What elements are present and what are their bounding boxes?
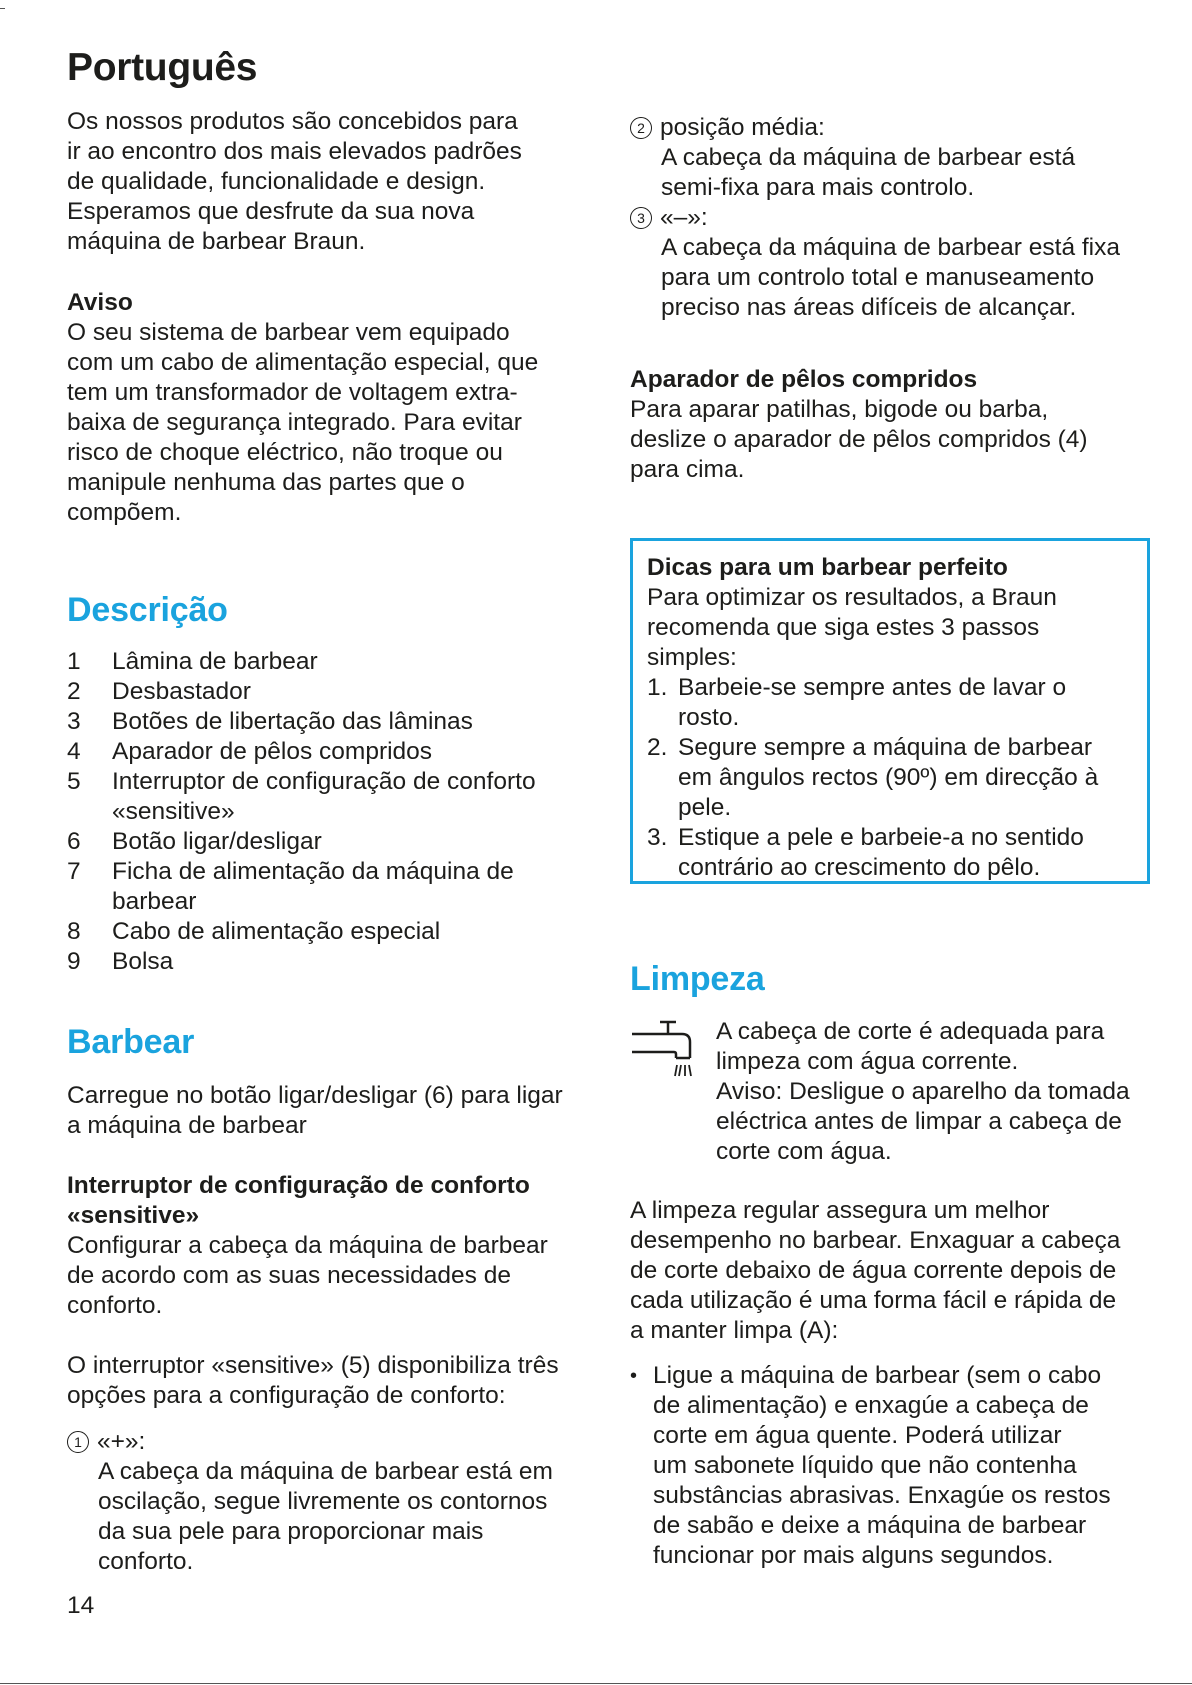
cleaning-heading: Limpeza — [630, 960, 765, 998]
item-text: Lâmina de barbear — [112, 648, 318, 675]
intro-line: máquina de barbear Braun. — [67, 228, 366, 255]
tips-intro-line: recomenda que siga estes 3 passos — [647, 614, 1040, 641]
crop-mark-left — [0, 8, 5, 9]
bullet-item-continued — [630, 1481, 1150, 1511]
cleaning-bullet — [630, 1361, 1150, 1571]
bullet-item-continued — [630, 1451, 1150, 1481]
list-item — [67, 647, 587, 677]
cleaning-icon-text — [716, 1017, 1156, 1167]
list-item — [67, 737, 587, 767]
list-item — [67, 707, 587, 737]
warning-line: compõem. — [67, 499, 182, 526]
option-middle — [630, 113, 1150, 203]
warning-line: manipule nenhuma das partes que o — [67, 469, 465, 496]
option-line: A cabeça da máquina de barbear está em — [98, 1458, 553, 1485]
circled-number: 3 — [630, 207, 652, 229]
bullet-icon: • — [630, 1365, 638, 1387]
page-title: Português — [67, 46, 258, 89]
tips-item — [647, 733, 1133, 763]
warning-line: baixa de segurança integrado. Para evitar — [67, 409, 522, 436]
bullet-text: funcionar por mais alguns segundos. — [653, 1542, 1054, 1569]
tips-number: 3. — [647, 824, 668, 851]
item-number: 6 — [67, 828, 81, 855]
option-label: posição média: — [660, 114, 825, 141]
tips-box — [630, 538, 1150, 884]
warning-block — [67, 288, 587, 528]
tips-text: Estique a pele e barbeie-a no sentido — [678, 824, 1084, 851]
warning-line: com um cabo de alimentação especial, que — [67, 349, 539, 376]
item-number: 2 — [67, 678, 81, 705]
cleaning-regular-line: de corte debaixo de água corrente depois de — [630, 1257, 1117, 1284]
item-text: Aparador de pêlos compridos — [112, 738, 433, 765]
bullet-text: Ligue a máquina de barbear (sem o cabo — [653, 1362, 1102, 1389]
option-line: conforto. — [98, 1548, 194, 1575]
cleaning-icon-line: corte com água. — [716, 1138, 892, 1165]
intro-line: Esperamos que desfrute da sua nova — [67, 198, 475, 225]
list-item-continued — [67, 887, 587, 917]
tips-item — [647, 823, 1133, 853]
intro-line: ir ao encontro dos mais elevados padrões — [67, 138, 522, 165]
item-text: Bolsa — [112, 948, 174, 975]
bullet-item — [630, 1361, 1150, 1391]
item-text: Ficha de alimentação da máquina de — [112, 858, 514, 885]
bullet-text: de sabão e deixe a máquina de barbear — [653, 1512, 1087, 1539]
item-number: 1 — [67, 648, 81, 675]
trimmer-line: deslize o aparador de pêlos compridos (4) — [630, 426, 1088, 453]
item-text: Cabo de alimentação especial — [112, 918, 441, 945]
options-intro — [67, 1351, 587, 1411]
switch-text: de acordo com as suas necessidades de — [67, 1262, 511, 1289]
trimmer-block — [630, 365, 1150, 485]
option-line: para um controlo total e manuseamento — [661, 264, 1095, 291]
option-line: oscilação, segue livremente os contornos — [98, 1488, 548, 1515]
shaving-heading: Barbear — [67, 1023, 195, 1061]
item-text: barbear — [112, 888, 197, 915]
warning-heading: Aviso — [67, 289, 133, 316]
switch-heading: Interruptor de configuração de conforto — [67, 1172, 530, 1199]
cleaning-regular-line: a manter limpa (A): — [630, 1317, 839, 1344]
bullet-item-continued — [630, 1541, 1150, 1571]
item-text: Botões de libertação das lâminas — [112, 708, 473, 735]
item-text: Botão ligar/desligar — [112, 828, 322, 855]
option-label-row — [630, 113, 1150, 143]
option-plus — [67, 1427, 587, 1577]
sensitive-switch-block — [67, 1171, 587, 1321]
trimmer-heading: Aparador de pêlos compridos — [630, 366, 978, 393]
tips-text: Barbeie-se sempre antes de lavar o — [678, 674, 1067, 701]
list-item — [67, 827, 587, 857]
circled-number: 2 — [630, 117, 652, 139]
bullet-item-continued — [630, 1511, 1150, 1541]
tips-item-continued — [647, 853, 1133, 883]
item-number: 3 — [67, 708, 81, 735]
tips-text: pele. — [678, 794, 732, 821]
cleaning-regular — [630, 1196, 1150, 1346]
item-text: «sensitive» — [112, 798, 235, 825]
intro-line: Os nossos produtos são concebidos para — [67, 108, 518, 135]
tips-intro-line: simples: — [647, 644, 737, 671]
option-line: preciso nas áreas difíceis de alcançar. — [661, 294, 1077, 321]
bullet-text: de alimentação) e enxagúe a cabeça de — [653, 1392, 1089, 1419]
tips-intro-line: Para optimizar os resultados, a Braun — [647, 584, 1057, 611]
warning-line: risco de choque eléctrico, não troque ou — [67, 439, 503, 466]
list-item — [67, 857, 587, 887]
switch-text: conforto. — [67, 1292, 163, 1319]
tips-text: contrário ao crescimento do pêlo. — [678, 854, 1041, 881]
options-intro-line: opções para a configuração de conforto: — [67, 1382, 506, 1409]
item-text: Desbastador — [112, 678, 251, 705]
cleaning-icon-line: A cabeça de corte é adequada para — [716, 1018, 1105, 1045]
option-label: «–»: — [660, 204, 708, 231]
tips-item — [647, 673, 1133, 703]
item-text: Interruptor de configuração de conforto — [112, 768, 536, 795]
option-line: semi-fixa para mais controlo. — [661, 174, 975, 201]
circled-number: 1 — [67, 1431, 89, 1453]
item-number: 7 — [67, 858, 81, 885]
list-item — [67, 677, 587, 707]
trimmer-line: para cima. — [630, 456, 745, 483]
option-label-row — [67, 1427, 587, 1457]
item-number: 9 — [67, 948, 81, 975]
cleaning-icon-line: Aviso: Desligue o aparelho da tomada — [716, 1078, 1130, 1105]
bullet-text: um sabonete líquido que não contenha — [653, 1452, 1077, 1479]
tips-text: Segure sempre a máquina de barbear — [678, 734, 1093, 761]
description-heading: Descrição — [67, 591, 228, 629]
warning-line: tem um transformador de voltagem extra- — [67, 379, 518, 406]
bullet-text: corte em água quente. Poderá utilizar — [653, 1422, 1062, 1449]
cleaning-regular-line: cada utilização é uma forma fácil e rápida de — [630, 1287, 1117, 1314]
list-item — [67, 947, 587, 977]
option-line: da sua pele para proporcionar mais — [98, 1518, 484, 1545]
tips-item-continued — [647, 793, 1133, 823]
item-number: 5 — [67, 768, 81, 795]
switch-heading: «sensitive» — [67, 1202, 200, 1229]
item-number: 8 — [67, 918, 81, 945]
bullet-item-continued — [630, 1421, 1150, 1451]
shaving-intro-line: Carregue no botão ligar/desligar (6) para ligar — [67, 1082, 563, 1109]
option-label-row — [630, 203, 1150, 233]
cleaning-icon-line: limpeza com água corrente. — [716, 1048, 1019, 1075]
list-item — [67, 917, 587, 947]
cleaning-regular-line: A limpeza regular assegura um melhor — [630, 1197, 1050, 1224]
faucet-icon — [630, 1020, 702, 1090]
option-line: A cabeça da máquina de barbear está — [661, 144, 1076, 171]
tips-item-continued — [647, 703, 1133, 733]
shaving-intro-line: a máquina de barbear — [67, 1112, 307, 1139]
list-item — [67, 767, 587, 797]
description-list — [67, 647, 587, 977]
tips-text: em ângulos rectos (90º) em direcção à — [678, 764, 1099, 791]
option-label: «+»: — [97, 1428, 146, 1455]
trimmer-line: Para aparar patilhas, bigode ou barba, — [630, 396, 1049, 423]
tips-item-continued — [647, 763, 1133, 793]
options-intro-line: O interruptor «sensitive» (5) disponibiliza três — [67, 1352, 559, 1379]
list-item-continued — [67, 797, 587, 827]
tips-number: 2. — [647, 734, 668, 761]
option-line: A cabeça da máquina de barbear está fixa — [661, 234, 1121, 261]
intro-paragraph — [67, 107, 587, 257]
item-number: 4 — [67, 738, 81, 765]
page-bottom-edge — [0, 1683, 1192, 1684]
option-minus — [630, 203, 1150, 323]
cleaning-icon-line: eléctrica antes de limpar a cabeça de — [716, 1108, 1122, 1135]
page-number: 14 — [67, 1592, 95, 1619]
tips-number: 1. — [647, 674, 668, 701]
tips-text: rosto. — [678, 704, 740, 731]
switch-text: Configurar a cabeça da máquina de barbear — [67, 1232, 548, 1259]
cleaning-regular-line: desempenho no barbear. Enxaguar a cabeça — [630, 1227, 1121, 1254]
intro-line: de qualidade, funcionalidade e design. — [67, 168, 486, 195]
bullet-item-continued — [630, 1391, 1150, 1421]
shaving-intro — [67, 1081, 587, 1141]
warning-line: O seu sistema de barbear vem equipado — [67, 319, 510, 346]
bullet-text: substâncias abrasivas. Enxagúe os restos — [653, 1482, 1111, 1509]
tips-heading: Dicas para um barbear perfeito — [647, 554, 1008, 581]
